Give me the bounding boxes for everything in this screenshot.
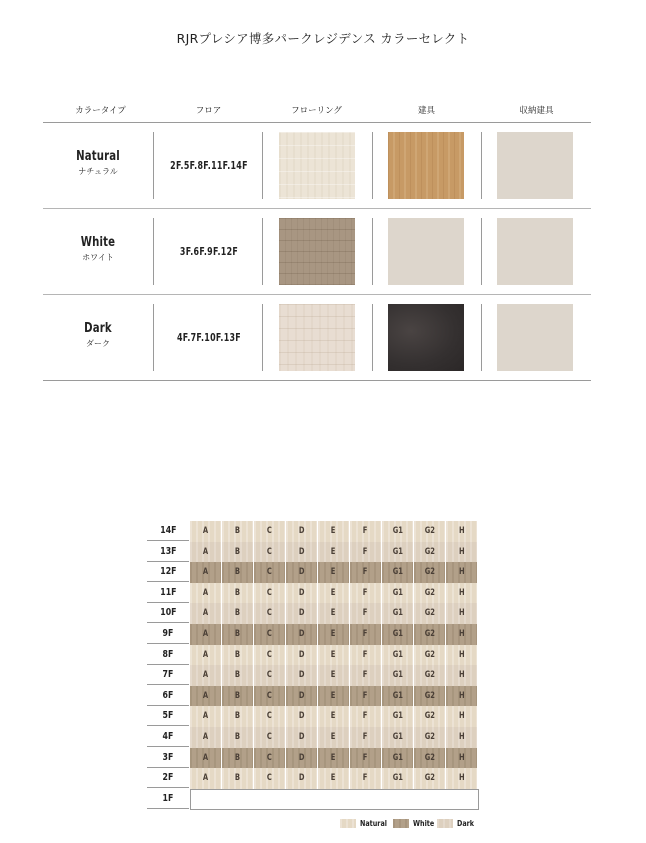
unit-cell: C	[254, 562, 286, 583]
divider	[372, 304, 373, 371]
unit-cell: B	[222, 665, 254, 686]
unit-cell: D	[286, 748, 318, 769]
unit-cell: A	[190, 583, 222, 604]
unit-cell: D	[286, 583, 318, 604]
color-type-name: Dark	[84, 321, 112, 336]
unit-cell: A	[190, 748, 222, 769]
unit-cells	[190, 706, 478, 727]
unit-cell: D	[286, 706, 318, 727]
unit-cell: F	[350, 748, 382, 769]
unit-cells	[190, 665, 478, 686]
divider	[481, 304, 482, 371]
header-fittings: 建具	[417, 106, 435, 116]
unit-cell: G1	[382, 686, 414, 707]
floor-row	[147, 562, 478, 583]
unit-cell: E	[318, 645, 350, 666]
table-header	[43, 100, 591, 123]
unit-cell: G1	[382, 603, 414, 624]
unit-cell: E	[318, 768, 350, 789]
unit-cell: C	[254, 706, 286, 727]
floor-label: 12F	[147, 562, 189, 582]
unit-cell: G2	[414, 727, 446, 748]
unit-cell: G2	[414, 686, 446, 707]
unit-cell: B	[222, 748, 254, 769]
divider	[262, 132, 263, 199]
unit-cell: D	[286, 624, 318, 645]
unit-cells	[190, 624, 478, 645]
unit-cell: C	[254, 624, 286, 645]
floor-row	[147, 624, 478, 645]
unit-cells	[190, 542, 478, 563]
storage-swatch	[497, 132, 573, 199]
unit-cell: A	[190, 686, 222, 707]
unit-cell: C	[254, 686, 286, 707]
legend-swatch	[437, 819, 453, 828]
unit-cell: D	[286, 727, 318, 748]
floor-label: 6F	[147, 686, 189, 706]
unit-cell: F	[350, 686, 382, 707]
floor-row	[147, 521, 478, 542]
unit-cell: E	[318, 624, 350, 645]
divider	[153, 132, 154, 199]
unit-cell: B	[222, 583, 254, 604]
unit-cell: G2	[414, 562, 446, 583]
unit-cell: F	[350, 665, 382, 686]
empty-floor-cell	[190, 789, 479, 811]
unit-cell: C	[254, 748, 286, 769]
divider	[262, 304, 263, 371]
unit-cell: G2	[414, 521, 446, 542]
floor-label: 5F	[147, 706, 189, 726]
unit-cell: C	[254, 542, 286, 563]
unit-cell: E	[318, 562, 350, 583]
unit-cell: A	[190, 562, 222, 583]
floor-label: 1F	[147, 789, 189, 809]
unit-cell: F	[350, 645, 382, 666]
unit-cell: H	[446, 542, 478, 563]
table-row-natural	[43, 123, 591, 209]
unit-cell: F	[350, 583, 382, 604]
unit-cell: H	[446, 521, 478, 542]
floor-label: 4F	[147, 727, 189, 747]
unit-cell: F	[350, 603, 382, 624]
unit-cell: H	[446, 645, 478, 666]
unit-cell: D	[286, 562, 318, 583]
unit-cell: E	[318, 686, 350, 707]
unit-cell: A	[190, 768, 222, 789]
unit-cell: G2	[414, 542, 446, 563]
unit-cell: G1	[382, 706, 414, 727]
unit-cell: B	[222, 706, 254, 727]
unit-cell: F	[350, 521, 382, 542]
unit-cell: H	[446, 768, 478, 789]
unit-cell: A	[190, 665, 222, 686]
divider	[153, 218, 154, 285]
color-type-cell	[43, 235, 153, 263]
divider	[372, 218, 373, 285]
unit-cell: B	[222, 727, 254, 748]
header-flooring: フローリング	[291, 106, 342, 116]
unit-cell: E	[318, 665, 350, 686]
floor-list: 2F.5F.8F.11F.14F	[170, 159, 248, 172]
flooring-swatch	[279, 132, 355, 199]
unit-cell: A	[190, 603, 222, 624]
table-row-white	[43, 209, 591, 295]
unit-cell: B	[222, 542, 254, 563]
fittings-swatch	[388, 304, 464, 371]
legend-label: White	[413, 819, 435, 828]
unit-cell: C	[254, 521, 286, 542]
unit-cell: D	[286, 542, 318, 563]
divider	[372, 132, 373, 199]
unit-cell: E	[318, 748, 350, 769]
unit-cell: C	[254, 603, 286, 624]
floor-row	[147, 686, 478, 707]
unit-cells	[190, 521, 478, 542]
unit-cell: G1	[382, 665, 414, 686]
unit-cells	[190, 748, 478, 769]
color-type-cell	[43, 149, 153, 177]
color-type-cell	[43, 321, 153, 349]
unit-cell: E	[318, 583, 350, 604]
floor-row	[147, 789, 478, 810]
unit-cell: D	[286, 768, 318, 789]
floor-row	[147, 748, 478, 769]
unit-cell: G1	[382, 562, 414, 583]
unit-cell: D	[286, 665, 318, 686]
unit-cell: E	[318, 521, 350, 542]
unit-cell: C	[254, 768, 286, 789]
header-storage-fittings: 収納建具	[519, 106, 554, 116]
header-floor: フロア	[195, 106, 222, 116]
color-type-jp: ホワイト	[82, 253, 114, 262]
unit-cell: G2	[414, 748, 446, 769]
color-type-name: Natural	[76, 149, 120, 164]
unit-cell: E	[318, 542, 350, 563]
unit-cell: G1	[382, 727, 414, 748]
divider	[262, 218, 263, 285]
storage-swatch	[497, 304, 573, 371]
floor-label: 10F	[147, 603, 189, 623]
unit-cell: F	[350, 768, 382, 789]
floor-row	[147, 727, 478, 748]
unit-cells	[190, 562, 478, 583]
legend-label: Dark	[457, 819, 475, 828]
divider	[481, 218, 482, 285]
unit-cell: D	[286, 603, 318, 624]
flooring-swatch	[279, 218, 355, 285]
floor-label: 13F	[147, 542, 189, 562]
color-type-jp: ナチュラル	[78, 167, 118, 176]
floor-row	[147, 583, 478, 604]
unit-cell: H	[446, 748, 478, 769]
unit-cell: G2	[414, 624, 446, 645]
unit-cell: G1	[382, 645, 414, 666]
unit-cell: F	[350, 727, 382, 748]
unit-cells	[190, 583, 478, 604]
flooring-swatch	[279, 304, 355, 371]
floor-row	[147, 706, 478, 727]
unit-cell: G2	[414, 665, 446, 686]
unit-cell: A	[190, 542, 222, 563]
unit-cell: H	[446, 562, 478, 583]
unit-cell: G1	[382, 521, 414, 542]
unit-cell: D	[286, 645, 318, 666]
floor-label: 3F	[147, 748, 189, 768]
floor-label: 7F	[147, 665, 189, 685]
unit-cell: C	[254, 665, 286, 686]
floor-row	[147, 603, 478, 624]
storage-swatch	[497, 218, 573, 285]
unit-cell: G2	[414, 768, 446, 789]
unit-cell: E	[318, 706, 350, 727]
unit-cell: C	[254, 583, 286, 604]
unit-cell: G1	[382, 768, 414, 789]
unit-cells	[190, 603, 478, 624]
unit-cell: G2	[414, 645, 446, 666]
unit-cell: A	[190, 624, 222, 645]
unit-cell: G1	[382, 748, 414, 769]
unit-cells	[190, 727, 478, 748]
color-type-jp: ダーク	[86, 339, 110, 348]
unit-cell: H	[446, 665, 478, 686]
unit-cell: E	[318, 727, 350, 748]
legend-label: Natural	[360, 819, 387, 828]
fittings-swatch	[388, 218, 464, 285]
unit-cell: G1	[382, 542, 414, 563]
unit-cell: D	[286, 521, 318, 542]
floor-list: 3F.6F.9F.12F	[179, 245, 239, 258]
unit-cell: E	[318, 603, 350, 624]
unit-cell: F	[350, 706, 382, 727]
unit-cell: B	[222, 521, 254, 542]
unit-cell: D	[286, 686, 318, 707]
unit-cell: H	[446, 727, 478, 748]
floor-label: 8F	[147, 645, 189, 665]
unit-cell: A	[190, 645, 222, 666]
unit-cells	[190, 686, 478, 707]
unit-cell: H	[446, 583, 478, 604]
unit-cell: B	[222, 768, 254, 789]
unit-cell: F	[350, 562, 382, 583]
color-select-table	[43, 100, 591, 381]
divider	[481, 132, 482, 199]
unit-cells	[190, 645, 478, 666]
unit-cell: G2	[414, 603, 446, 624]
unit-cell: H	[446, 624, 478, 645]
unit-cell: G1	[382, 583, 414, 604]
legend-swatch	[340, 819, 356, 828]
unit-cell: G2	[414, 706, 446, 727]
page-title: RJRプレシア博多パークレジデンス カラーセレクト	[176, 31, 470, 46]
unit-cell: B	[222, 603, 254, 624]
floor-row	[147, 768, 478, 789]
unit-cell: B	[222, 562, 254, 583]
table-row-dark	[43, 295, 591, 381]
unit-cell: A	[190, 727, 222, 748]
unit-cell: A	[190, 706, 222, 727]
unit-cell: F	[350, 542, 382, 563]
divider	[153, 304, 154, 371]
color-type-name: White	[80, 235, 116, 250]
unit-cell: A	[190, 521, 222, 542]
unit-cell: C	[254, 727, 286, 748]
unit-cell: B	[222, 686, 254, 707]
unit-cell: H	[446, 603, 478, 624]
floor-row	[147, 542, 478, 563]
floor-label: 9F	[147, 624, 189, 644]
floor-label: 2F	[147, 768, 189, 788]
unit-cell: G2	[414, 583, 446, 604]
unit-cells	[190, 768, 478, 789]
unit-cell: H	[446, 706, 478, 727]
floor-row	[147, 665, 478, 686]
unit-cell: C	[254, 645, 286, 666]
floor-row	[147, 645, 478, 666]
floor-label: 11F	[147, 583, 189, 603]
floor-list: 4F.7F.10F.13F	[177, 331, 241, 344]
unit-cell: B	[222, 645, 254, 666]
unit-cell: H	[446, 686, 478, 707]
fittings-swatch	[388, 132, 464, 199]
legend-swatch	[393, 819, 409, 828]
header-color-type: カラータイプ	[75, 106, 126, 116]
unit-cell: G1	[382, 624, 414, 645]
unit-cell: B	[222, 624, 254, 645]
floor-label: 14F	[147, 521, 189, 541]
unit-cell: F	[350, 624, 382, 645]
